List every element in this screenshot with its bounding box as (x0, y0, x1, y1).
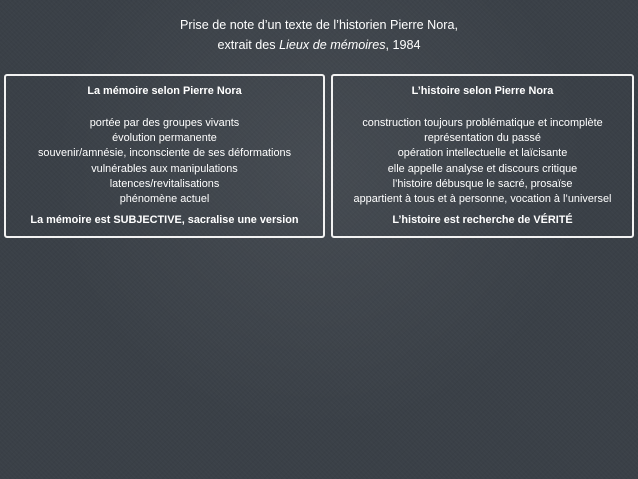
list-item: vulnérables aux manipulations (91, 162, 238, 175)
list-item: opération intellectuelle et laïcisante (397, 147, 568, 160)
book-title: Lieux de mémoires (279, 38, 386, 52)
memoire-conclusion: La mémoire est SUBJECTIVE, sacralise une version (30, 214, 299, 226)
list-item: latences/revitalisations (109, 177, 220, 190)
memoire-panel-title: La mémoire selon Pierre Nora (87, 85, 242, 97)
list-item: portée par des groupes vivants (89, 117, 240, 129)
list-item: l’histoire débusque le sacré, prosaïse (392, 177, 573, 190)
histoire-panel-title: L’histoire selon Pierre Nora (411, 85, 554, 97)
list-item: souvenir/amnésie, inconsciente de ses déformations (37, 147, 292, 160)
list-item: elle appelle analyse et discours critique (387, 162, 578, 175)
list-item: phénomène actuel (119, 193, 210, 206)
slide-header (0, 15, 638, 55)
histoire-panel (331, 74, 634, 238)
list-item: évolution permanente (112, 132, 217, 145)
list-item: représentation du passé (424, 132, 541, 145)
header-line-2-suffix: , 1984 (385, 38, 421, 52)
histoire-conclusion: L’histoire est recherche de VÉRITÉ (392, 214, 573, 226)
header-line-2 (0, 35, 638, 55)
header-line-1: Prise de note d’un texte de l’historien Pierre Nora, (180, 18, 458, 32)
memoire-panel (4, 74, 325, 238)
memoire-items-list (6, 116, 323, 207)
list-item: appartient à tous et à personne, vocation à l’universel (353, 193, 612, 206)
header-line-2-prefix: extrait des (217, 38, 280, 52)
histoire-items-list (333, 116, 632, 207)
list-item: construction toujours problématique et incomplète (362, 117, 603, 129)
